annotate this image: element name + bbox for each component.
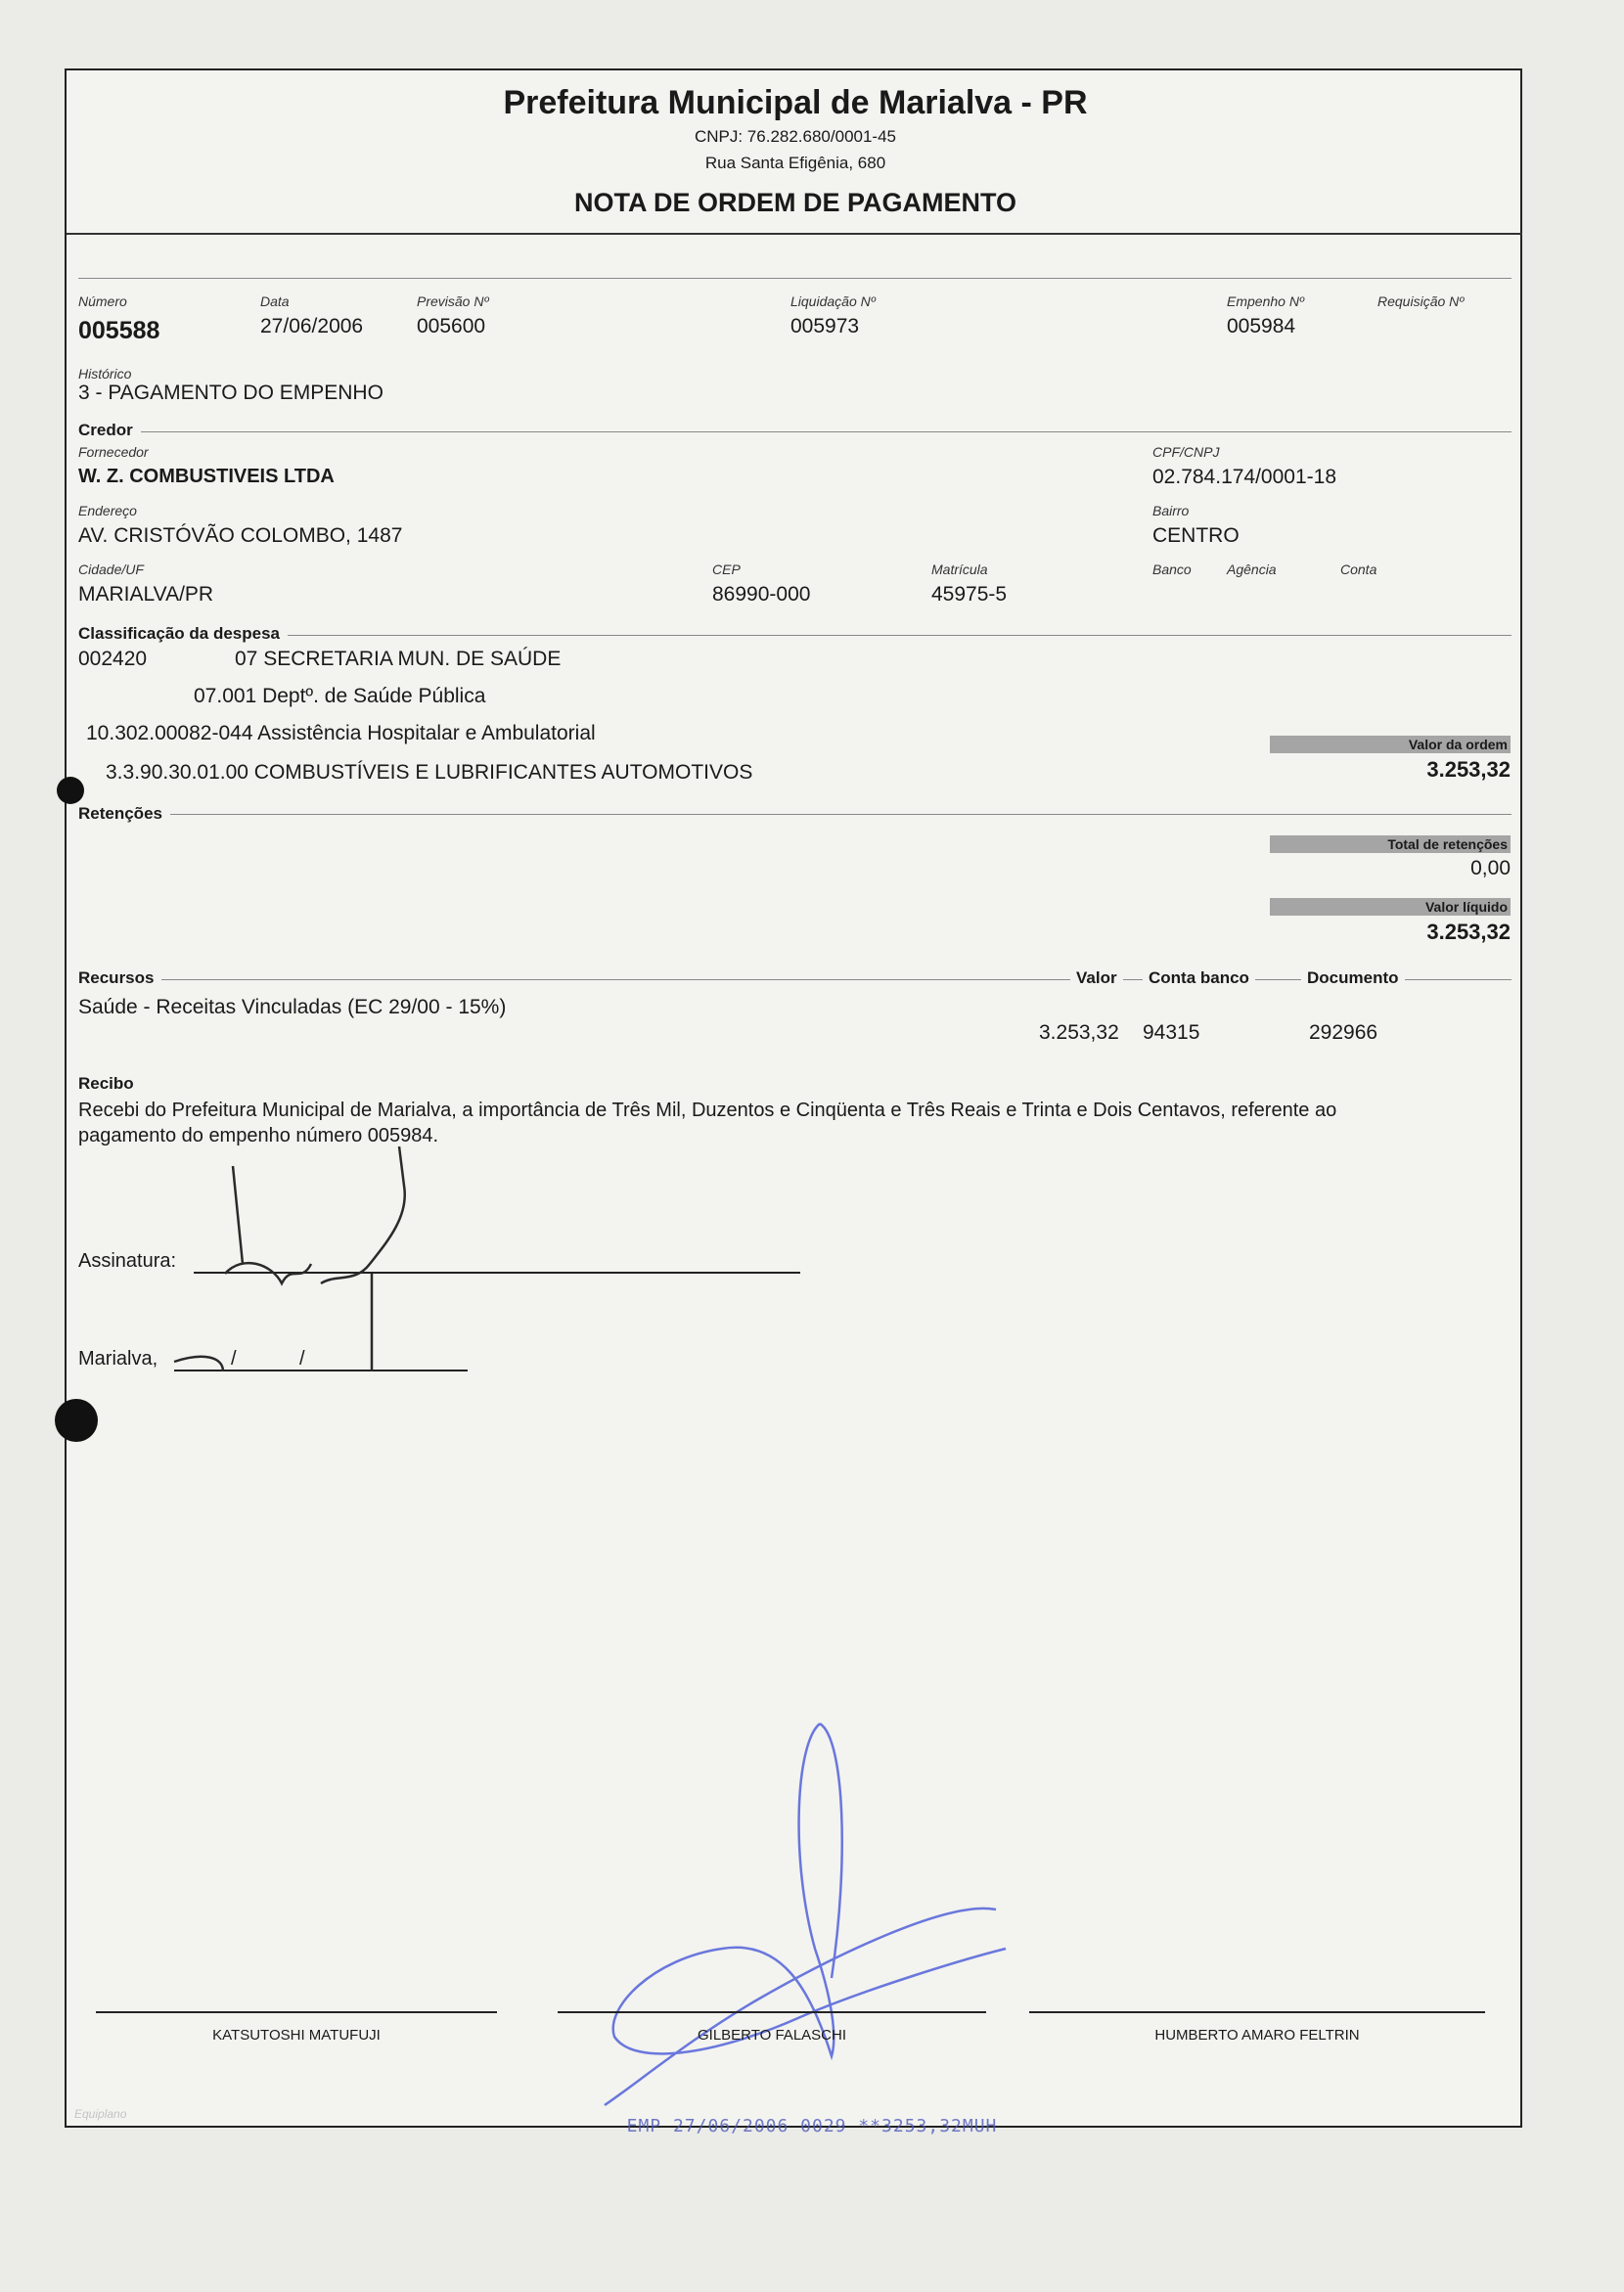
data-label: Data — [260, 293, 290, 309]
signature-line — [1029, 2011, 1485, 2013]
previsao-label: Previsão Nº — [417, 293, 489, 309]
fornecedor-label: Fornecedor — [78, 444, 149, 460]
signature-line — [558, 2011, 986, 2013]
bairro-value: CENTRO — [1152, 524, 1240, 547]
date-separator: / — [299, 1348, 305, 1370]
total-retencoes-value: 0,00 — [1470, 857, 1511, 879]
banco-label: Banco — [1152, 562, 1192, 577]
classificacao-program: 10.302.00082-044 Assistência Hospitalar e Ambulatorial — [86, 722, 596, 744]
fornecedor-value: W. Z. COMBUSTIVEIS LTDA — [78, 466, 335, 487]
recursos-valor-header: Valor — [1070, 968, 1123, 988]
header-cnpj: CNPJ: 76.282.680/0001-45 — [694, 127, 897, 146]
punch-hole — [57, 777, 84, 804]
retencoes-section-title: Retenções — [78, 804, 170, 824]
signatory-name: GILBERTO FALASCHI — [698, 2027, 846, 2044]
classificacao-org: 07 SECRETARIA MUN. DE SAÚDE — [235, 648, 562, 670]
conta-label: Conta — [1340, 562, 1377, 577]
cep-label: CEP — [712, 562, 741, 577]
recursos-conta-header: Conta banco — [1143, 968, 1255, 988]
page-title: Prefeitura Municipal de Marialva - PR — [503, 84, 1088, 121]
cidade-value: MARIALVA/PR — [78, 583, 214, 606]
cpf-label: CPF/CNPJ — [1152, 444, 1220, 460]
agencia-label: Agência — [1227, 562, 1277, 577]
total-retencoes-label: Total de retenções — [1270, 835, 1511, 853]
cidade-label: Cidade/UF — [78, 562, 144, 577]
valor-ordem-label: Valor da ordem — [1270, 736, 1511, 753]
previsao-value: 005600 — [417, 315, 486, 337]
endereco-value: AV. CRISTÓVÃO COLOMBO, 1487 — [78, 524, 403, 547]
processing-stamp: EMP 27/06/2006 0029 **3253,32MUH — [626, 2116, 998, 2136]
bairro-label: Bairro — [1152, 503, 1190, 518]
requisicao-label: Requisição Nº — [1377, 293, 1465, 309]
divider — [78, 635, 1511, 636]
cpf-value: 02.784.174/0001-18 — [1152, 466, 1337, 488]
historico-value: 3 - PAGAMENTO DO EMPENHO — [78, 382, 383, 404]
signer-signature — [575, 1714, 1025, 2125]
header-address: Rua Santa Efigênia, 680 — [704, 154, 886, 172]
empenho-value: 005984 — [1227, 315, 1296, 337]
divider — [78, 814, 1511, 815]
divider — [78, 979, 1511, 980]
signatory-name: KATSUTOSHI MATUFUJI — [212, 2027, 381, 2044]
classificacao-section-title: Classificação da despesa — [78, 624, 288, 644]
divider — [78, 278, 1511, 279]
classificacao-code: 002420 — [78, 648, 148, 670]
recursos-section-title: Recursos — [78, 968, 161, 988]
classificacao-element: 3.3.90.30.01.00 COMBUSTÍVEIS E LUBRIFICANTES AUTOMOTIVOS — [106, 761, 753, 784]
liquidacao-label: Liquidação Nº — [790, 293, 876, 309]
cep-value: 86990-000 — [712, 583, 811, 606]
recursos-fonte: Saúde - Receitas Vinculadas (EC 29/00 - 15%) — [78, 996, 507, 1018]
date-separator: / — [231, 1348, 237, 1370]
empenho-label: Empenho Nº — [1227, 293, 1305, 309]
historico-label: Histórico — [78, 366, 132, 382]
document-frame — [65, 68, 1522, 2128]
recibo-text-line1: Recebi do Prefeitura Municipal de Marialva, a importância de Três Mil, Duzentos e Cinqüenta e Três Reais e Trinta e Dois Centavos, referente ao — [78, 1100, 1337, 1121]
data-value: 27/06/2006 — [260, 315, 364, 337]
endereco-label: Endereço — [78, 503, 137, 518]
liquidacao-value: 005973 — [790, 315, 860, 337]
signatory-name: HUMBERTO AMARO FELTRIN — [1154, 2027, 1360, 2044]
numero-value: 005588 — [78, 317, 160, 344]
valor-liquido-label: Valor líquido — [1270, 898, 1511, 916]
matricula-label: Matrícula — [931, 562, 988, 577]
punch-hole — [55, 1399, 98, 1442]
valor-ordem-value: 3.253,32 — [1426, 757, 1511, 782]
recursos-documento-header: Documento — [1301, 968, 1405, 988]
recursos-valor: 3.253,32 — [1039, 1021, 1119, 1044]
divider — [78, 431, 1511, 432]
classificacao-unit: 07.001 Deptº. de Saúde Pública — [194, 685, 486, 707]
recursos-documento: 292966 — [1309, 1021, 1378, 1044]
valor-liquido-value: 3.253,32 — [1426, 920, 1511, 944]
software-watermark: Equiplano — [74, 2107, 127, 2121]
document-title: NOTA DE ORDEM DE PAGAMENTO — [573, 188, 1016, 217]
signature-line — [96, 2011, 497, 2013]
numero-label: Número — [78, 293, 127, 309]
header-divider — [67, 233, 1522, 235]
recursos-conta: 94315 — [1143, 1021, 1200, 1044]
assinatura-label: Assinatura: — [78, 1250, 177, 1272]
recipient-signature — [164, 1146, 556, 1401]
recibo-section-title: Recibo — [78, 1074, 134, 1093]
matricula-value: 45975-5 — [931, 583, 1008, 606]
marialva-date-label: Marialva, — [78, 1348, 158, 1370]
recibo-text-line2: pagamento do empenho número 005984. — [78, 1125, 439, 1146]
credor-section-title: Credor — [78, 421, 141, 440]
